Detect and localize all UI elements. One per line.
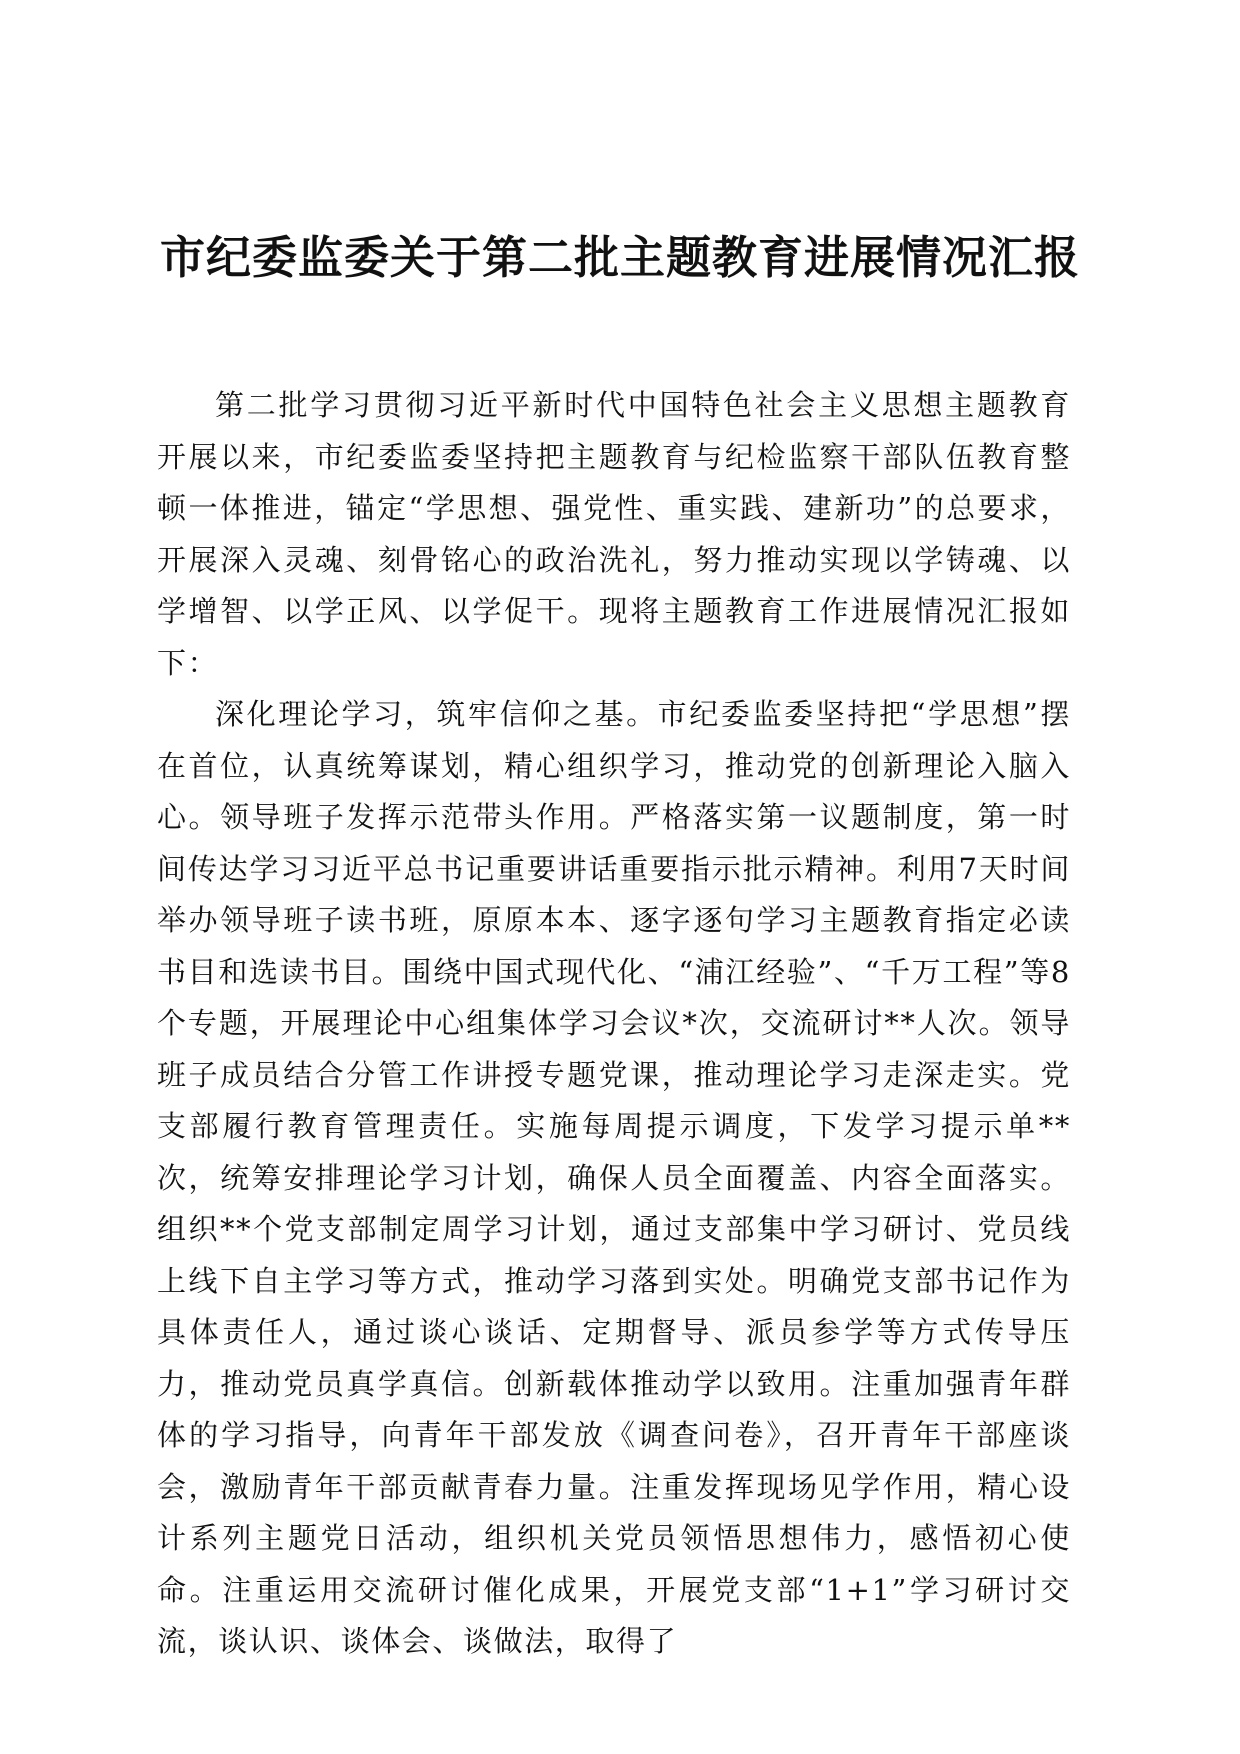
document-body [157,380,1071,1668]
document-title: 市纪委监委关于第二批主题教育进展情况汇报 [159,231,1080,284]
paragraph-intro: 第二批学习贯彻习近平新时代中国特色社会主义思想主题教育开展以来，市纪委监委坚持把主题教育与纪检监察干部队伍教育整顿一体推进，锚定“学思想、强党性、重实践、建新功”的总要求，开展深入灵魂、刻骨铭心的政治洗礼，努力推动实现以学铸魂、以学增智、以学正风、以学促干。现将主题教育工作进展情况汇报如下： [157,388,1071,680]
paragraph-theory-study: 深化理论学习，筑牢信仰之基。市纪委监委坚持把“学思想”摆在首位，认真统筹谋划，精心组织学习，推动党的创新理论入脑入心。领导班子发挥示范带头作用。严格落实第一议题制度，第一时间传达学习习近平总书记重要讲话重要指示批示精神。利用7天时间举办领导班子读书班，原原本本、逐字逐句学习主题教育指定必读书目和选读书目。围绕中国式现代化、“浦江经验”、“千万工程”等8个专题，开展理论中心组集体学习会议*次，交流研讨**人次。领导班子成员结合分管工作讲授专题党课，推动理论学习走深走实。党支部履行教育管理责任。实施每周提示调度，下发学习提示单**次，统筹安排理论学习计划，确保人员全面覆盖、内容全面落实。组织**个党支部制定周学习计划，通过支部集中学习研讨、党员线上线下自主学习等方式，推动学习落到实处。明确党支部书记作为具体责任人，通过谈心谈话、定期督导、派员参学等方式传导压力，推动党员真学真信。创新载体推动学以致用。注重加强青年群体的学习指导，向青年干部发放《调查问卷》，召开青年干部座谈会，激励青年干部贡献青春力量。注重发挥现场见学作用，精心设计系列主题党日活动，组织机关党员领悟思想伟力，感悟初心使命。注重运用交流研讨催化成果，开展党支部“1+1”学习研讨交流，谈认识、谈体会、谈做法，取得了 [157,697,1071,1658]
